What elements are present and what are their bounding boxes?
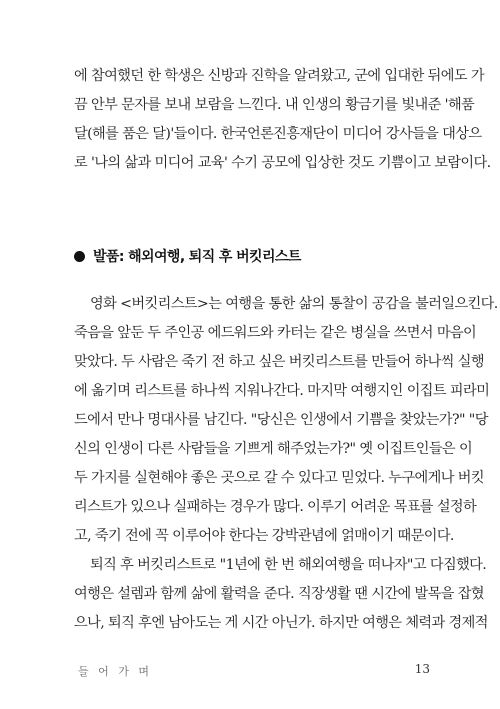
text-line: 달(해를 품은 달)'들이다. 한국언론진흥재단이 미디어 강사들을 대상으 <box>74 126 482 142</box>
text-line: 에 참여했던 한 학생은 신방과 진학을 알려왔고, 군에 입대한 뒤에도 가 <box>74 68 484 84</box>
text-line: 여행은 설렘과 함께 삶에 활력을 준다. 직장생활 땐 시간에 발목을 잡혔 <box>74 586 484 602</box>
text-line: 드에서 만나 명대사를 남긴다. "당신은 인생에서 기쁨을 찾았는가?" "당 <box>74 412 488 428</box>
text-line: 끔 안부 문자를 보내 보람을 느낀다. 내 인생의 황금기를 빛내준 '해품 <box>74 97 475 113</box>
section-heading-text: 발품: 해외여행, 퇴직 후 버킷리스트 <box>93 249 301 265</box>
text-line: 로 '나의 삶과 미디어 교육' 수기 공모에 입상한 것도 기쁨이고 보람이다. <box>74 155 491 171</box>
text-line: 죽음을 앞둔 두 주인공 에드워드와 카터는 같은 병실을 쓰면서 마음이 <box>74 325 477 341</box>
chapter-label: 들 어 가 며 <box>78 665 152 678</box>
text-line: 영화 <버킷리스트>는 여행을 통한 삶의 통찰이 공감을 불러일으킨다. <box>90 296 498 312</box>
text-line: 으나, 퇴직 후엔 남아도는 게 시간 아닌가. 하지만 여행은 체력과 경제적 <box>74 615 488 631</box>
text-line: 리스트가 있으나 실패하는 경우가 많다. 이루기 어려운 목표를 설정하 <box>74 499 477 515</box>
text-line: 두 가지를 실현해야 좋은 곳으로 갈 수 있다고 믿었다. 누구에게나 버킷 <box>74 470 484 486</box>
text-line: 신의 인생이 다른 사람들을 기쁘게 해주었는가?" 옛 이집트인들은 이 <box>74 441 473 457</box>
text-line: 퇴직 후 버킷리스트로 "1년에 한 번 해외여행을 떠나자"고 다짐했다. <box>90 557 487 573</box>
text-line: 고, 죽기 전에 꼭 이루어야 한다는 강박관념에 얽매이기 때문이다. <box>74 528 454 544</box>
bullet-icon <box>74 251 85 262</box>
text-line: 맞았다. 두 사람은 죽기 전 하고 싶은 버킷리스트를 만들어 하나씩 실행 <box>74 354 484 370</box>
section-heading <box>74 245 301 267</box>
page-number: 13 <box>414 662 430 676</box>
text-line: 에 옮기며 리스트를 하나씩 지워나간다. 마지막 여행지인 이집트 피라미 <box>74 383 490 399</box>
